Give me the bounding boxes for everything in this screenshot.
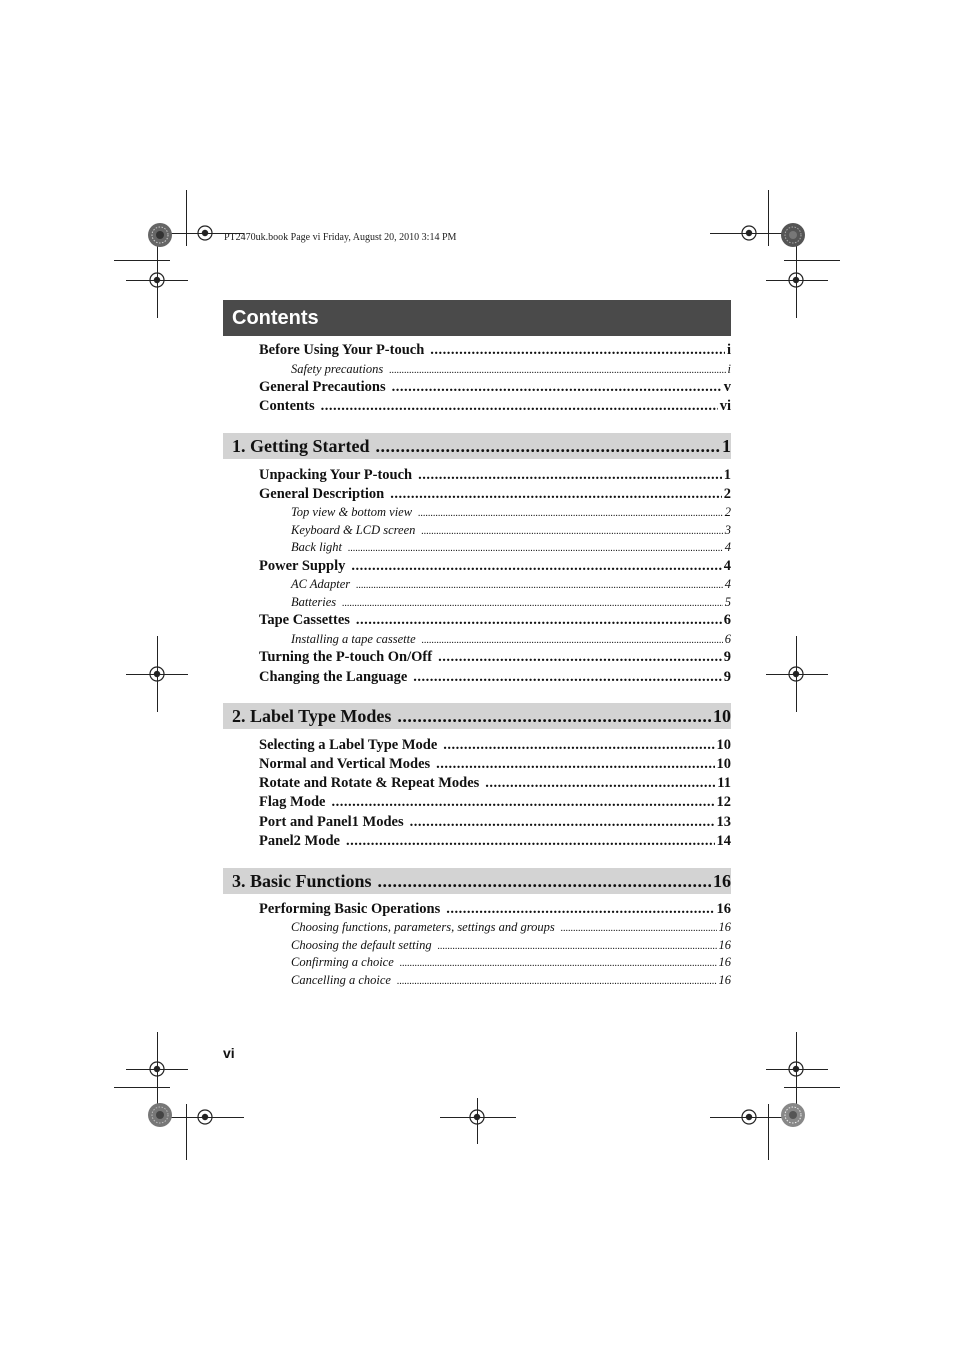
toc-leader [446, 901, 714, 918]
toc-leader [438, 649, 722, 666]
print-header: PT2470uk.book Page vi Friday, August 20, 2010 3:14 PM [224, 232, 457, 243]
toc-entry[interactable] [291, 505, 731, 521]
toc-leader [413, 669, 721, 686]
toc-entry-page: 4 [724, 540, 731, 554]
section-heading[interactable] [223, 868, 731, 894]
toc-entry[interactable] [291, 595, 731, 611]
toc-entry-label: Changing the Language [259, 669, 408, 685]
color-target-icon [780, 1102, 806, 1128]
page-title: Contents [223, 300, 731, 336]
toc-leader [561, 920, 717, 935]
toc-entry-page: 5 [724, 595, 731, 609]
toc-leader [421, 523, 722, 538]
toc-leader [342, 595, 723, 610]
section-heading-page: 1 [722, 435, 731, 456]
registration-mark-icon [146, 663, 168, 685]
toc-entry-label: Tape Cassettes [259, 612, 350, 628]
toc-entry-label: Top view & bottom view [291, 505, 413, 519]
toc-leader [331, 794, 714, 811]
toc-entry[interactable] [291, 632, 731, 648]
toc-entry[interactable] [259, 775, 731, 793]
toc-entry-label: Normal and Vertical Modes [259, 756, 431, 772]
toc-leader [443, 737, 714, 754]
toc-leader [400, 955, 717, 970]
toc-entry-page: 10 [716, 756, 731, 772]
toc-entry-label: Before Using Your P-touch [259, 342, 425, 358]
toc-leader [346, 833, 715, 850]
registration-mark-icon [738, 222, 760, 244]
toc-entry[interactable] [259, 669, 731, 687]
registration-mark-icon [466, 1106, 488, 1128]
toc-entry-page: v [723, 379, 731, 395]
toc-entry-page: i [727, 362, 731, 376]
toc-leader [418, 467, 722, 484]
toc-leader [389, 362, 725, 377]
toc-entry-label: Batteries [291, 595, 337, 609]
toc-entry-page: 9 [723, 649, 731, 665]
toc-entry-page: vi [719, 398, 731, 414]
toc-entry-label: General Precautions [259, 379, 386, 395]
registration-mark-icon [146, 1058, 168, 1080]
registration-mark-icon [194, 222, 216, 244]
toc-entry-page: 14 [716, 833, 731, 849]
toc-entry-page: 13 [716, 814, 731, 830]
toc-leader [418, 505, 723, 520]
toc-entry-label: Unpacking Your P-touch [259, 467, 413, 483]
section-heading-page: 10 [713, 705, 731, 726]
toc-entry-label: Choosing the default setting [291, 938, 432, 952]
toc-entry-page: 16 [716, 901, 731, 917]
toc-entry-page: 6 [724, 632, 731, 646]
toc-entry-label: Keyboard & LCD screen [291, 523, 416, 537]
toc-entry-label: Back light [291, 540, 343, 554]
toc-entry-label: Rotate and Rotate & Repeat Modes [259, 775, 480, 791]
toc-entry[interactable] [259, 794, 731, 812]
toc-entry-page: 1 [723, 467, 731, 483]
section-heading-label: 3. Basic Functions [232, 870, 372, 891]
toc-entry[interactable] [259, 558, 731, 576]
toc-leader [422, 632, 723, 647]
toc-leader [430, 342, 725, 359]
toc-leader [436, 756, 714, 773]
toc-entry-label: Performing Basic Operations [259, 901, 441, 917]
toc-entry[interactable] [259, 379, 731, 397]
toc-entry-page: 12 [716, 794, 731, 810]
toc-leader [410, 814, 715, 831]
toc-entry-label: Panel2 Mode [259, 833, 340, 849]
section-heading[interactable] [223, 703, 731, 729]
color-target-icon [147, 1102, 173, 1128]
section-heading-page: 16 [713, 870, 731, 891]
toc-entry-page: 2 [723, 486, 731, 502]
toc-leader [390, 486, 722, 503]
toc-entry[interactable] [259, 756, 731, 774]
toc-entry-page: 3 [724, 523, 731, 537]
toc-entry[interactable] [259, 398, 731, 416]
toc-entry-label: Flag Mode [259, 794, 326, 810]
section-heading[interactable] [223, 433, 731, 459]
toc-entry[interactable] [291, 523, 731, 539]
page-number: vi [223, 1045, 235, 1061]
toc-leader [397, 706, 711, 727]
toc-leader [356, 612, 722, 629]
section-heading-label: 1. Getting Started [232, 435, 370, 456]
color-target-icon [147, 222, 173, 248]
toc-entry[interactable] [291, 577, 731, 593]
toc-entry-page: 4 [723, 558, 731, 574]
registration-mark-icon [785, 269, 807, 291]
toc-leader [375, 436, 720, 457]
toc-entry-page: i [726, 342, 731, 358]
toc-entry[interactable] [291, 955, 731, 971]
toc-entry[interactable] [259, 901, 731, 919]
color-target-icon [780, 222, 806, 248]
toc-entry-page: 4 [724, 577, 731, 591]
toc-leader [438, 938, 717, 953]
toc-entry[interactable] [291, 920, 731, 936]
toc-entry[interactable] [259, 612, 731, 630]
toc-entry-page: 16 [718, 920, 731, 934]
toc-entry-page: 11 [717, 775, 731, 791]
toc-entry[interactable] [259, 814, 731, 832]
registration-mark-icon [194, 1106, 216, 1128]
toc-entry[interactable] [259, 833, 731, 851]
registration-mark-icon [785, 1058, 807, 1080]
toc-entry-label: Cancelling a choice [291, 973, 391, 987]
toc-entry-label: General Description [259, 486, 385, 502]
toc-leader [392, 379, 722, 396]
toc-entry[interactable] [291, 362, 731, 378]
toc-entry-label: Port and Panel1 Modes [259, 814, 404, 830]
toc-entry-page: 16 [718, 955, 731, 969]
toc-entry[interactable] [291, 973, 731, 989]
toc-leader [321, 398, 718, 415]
registration-mark-icon [146, 269, 168, 291]
toc-entry-label: Power Supply [259, 558, 346, 574]
toc-leader [397, 973, 717, 988]
toc-entry[interactable] [259, 342, 731, 360]
toc-entry[interactable] [259, 649, 731, 667]
toc-leader [348, 540, 723, 555]
toc-entry-label: Confirming a choice [291, 955, 394, 969]
toc-entry-label: AC Adapter [291, 577, 351, 591]
toc-entry[interactable] [259, 467, 731, 485]
toc-leader [351, 558, 721, 575]
toc-entry-page: 9 [723, 669, 731, 685]
toc-entry-label: Installing a tape cassette [291, 632, 416, 646]
registration-mark-icon [785, 663, 807, 685]
toc-entry[interactable] [259, 486, 731, 504]
toc-entry-label: Selecting a Label Type Mode [259, 737, 438, 753]
toc-entry-page: 6 [723, 612, 731, 628]
toc-entry-label: Turning the P-touch On/Off [259, 649, 433, 665]
toc-entry-page: 16 [718, 938, 731, 952]
toc-entry-page: 2 [724, 505, 731, 519]
section-heading-label: 2. Label Type Modes [232, 705, 392, 726]
toc-entry[interactable] [259, 737, 731, 755]
toc-entry-page: 10 [716, 737, 731, 753]
toc-leader [378, 871, 711, 892]
toc-entry-label: Safety precautions [291, 362, 384, 376]
toc-entry[interactable] [291, 540, 731, 556]
toc-entry-page: 16 [718, 973, 731, 987]
toc-entry-label: Choosing functions, parameters, settings and groups [291, 920, 555, 934]
toc-entry[interactable] [291, 938, 731, 954]
registration-mark-icon [738, 1106, 760, 1128]
toc-leader [356, 577, 723, 592]
toc-entry-label: Contents [259, 398, 315, 414]
toc-leader [485, 775, 715, 792]
